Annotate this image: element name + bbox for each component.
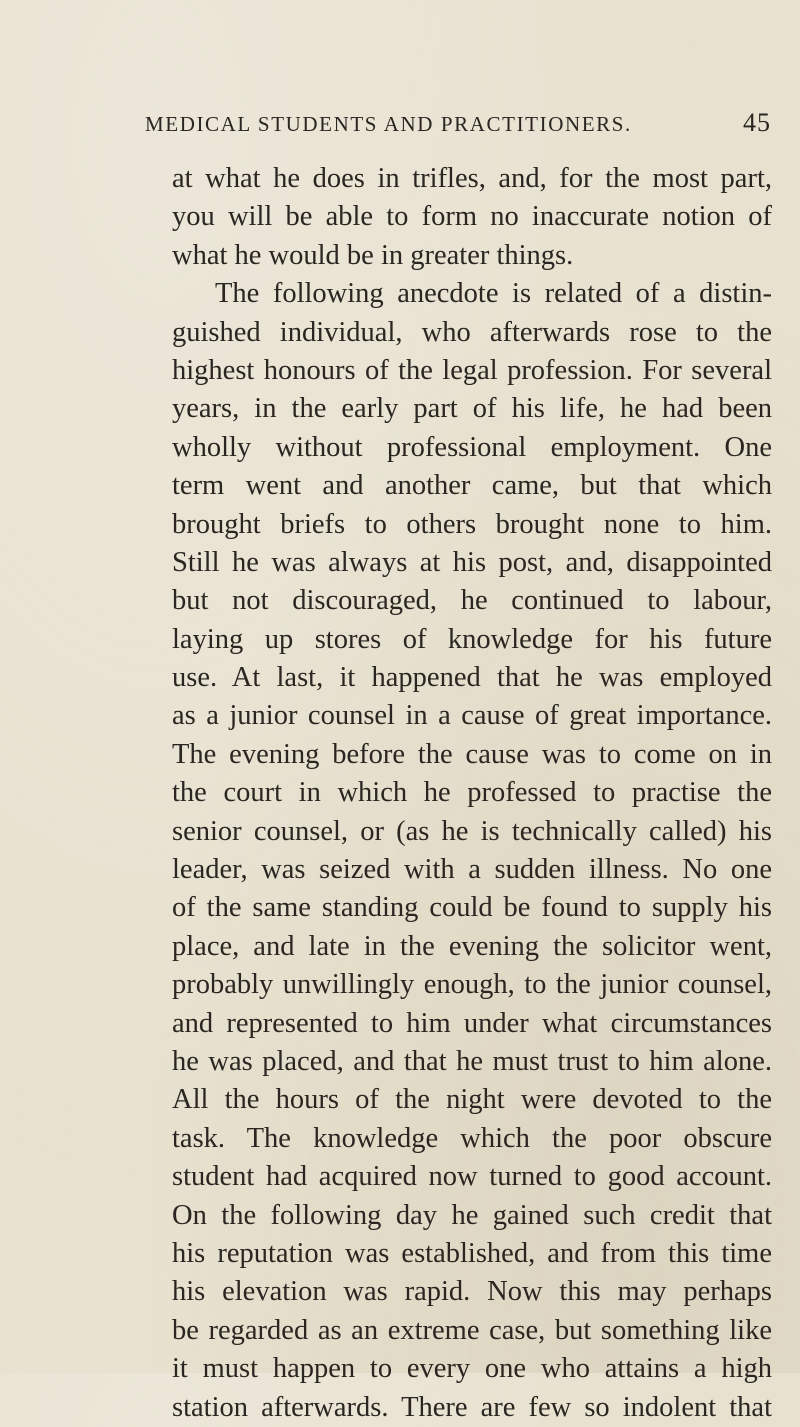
text-line: task. The knowledge which the poor obscure [172,1122,772,1154]
text-line: at what he does in trifles, and, for the most part, [172,163,772,194]
text-line: senior counsel, or (as he is technically called) his [172,815,772,847]
text-line: Still he was always at his post, and, disappointed [172,546,772,578]
text-line: the court in which he professed to practise the [172,777,772,809]
text-line: years, in the early part of his life, he had been [172,393,772,425]
text-line: All the hours of the night were devoted to the [172,1084,772,1116]
text-line: he was placed, and that he must trust to him alone. [172,1045,772,1077]
text-line: as a junior counsel in a cause of great importance. [172,700,772,732]
text-line: it must happen to every one who attains a high [172,1353,772,1385]
body-text [172,160,772,1427]
text-line: but not discouraged, he continued to labour, [172,585,772,617]
text-line: highest honours of the legal profession. For several [172,354,772,386]
text-line: The following anecdote is related of a distin- [215,278,772,310]
text-line: guished individual, who afterwards rose to the [172,316,772,348]
text-line: laying up stores of knowledge for his future [172,623,772,655]
text-line: wholly without professional employment. One [172,431,772,463]
text-line: The evening before the cause was to come on in [172,738,772,770]
text-line: brought briefs to others brought none to him. [172,508,772,540]
text-line: you will be able to form no inaccurate notion of [172,201,772,233]
text-line: his elevation was rapid. Now this may perhaps [172,1276,772,1308]
text-line: probably unwillingly enough, to the junior counsel, [172,969,772,1001]
running-title: MEDICAL STUDENTS AND PRACTITIONERS. [145,112,632,136]
text-line: of the same standing could be found to supply his [172,892,772,924]
text-line: term went and another came, but that which [172,470,772,502]
text-line: On the following day he gained such credit that [172,1199,772,1231]
text-line: and represented to him under what circumstances [172,1007,772,1039]
page-number: 45 [743,108,771,137]
running-head [145,108,771,138]
text-line: be regarded as an extreme case, but something like [172,1314,772,1346]
text-line: what he would be in greater things. [172,239,574,271]
text-line: his reputation was established, and from this time [172,1237,772,1269]
text-line: station afterwards. There are few so indolent that [172,1391,772,1423]
text-line: student had acquired now turned to good account. [172,1161,772,1193]
text-line: place, and late in the evening the solicitor went, [172,930,772,962]
text-line: use. At last, it happened that he was employed [172,662,772,694]
text-line: leader, was seized with a sudden illness. No one [172,854,772,886]
